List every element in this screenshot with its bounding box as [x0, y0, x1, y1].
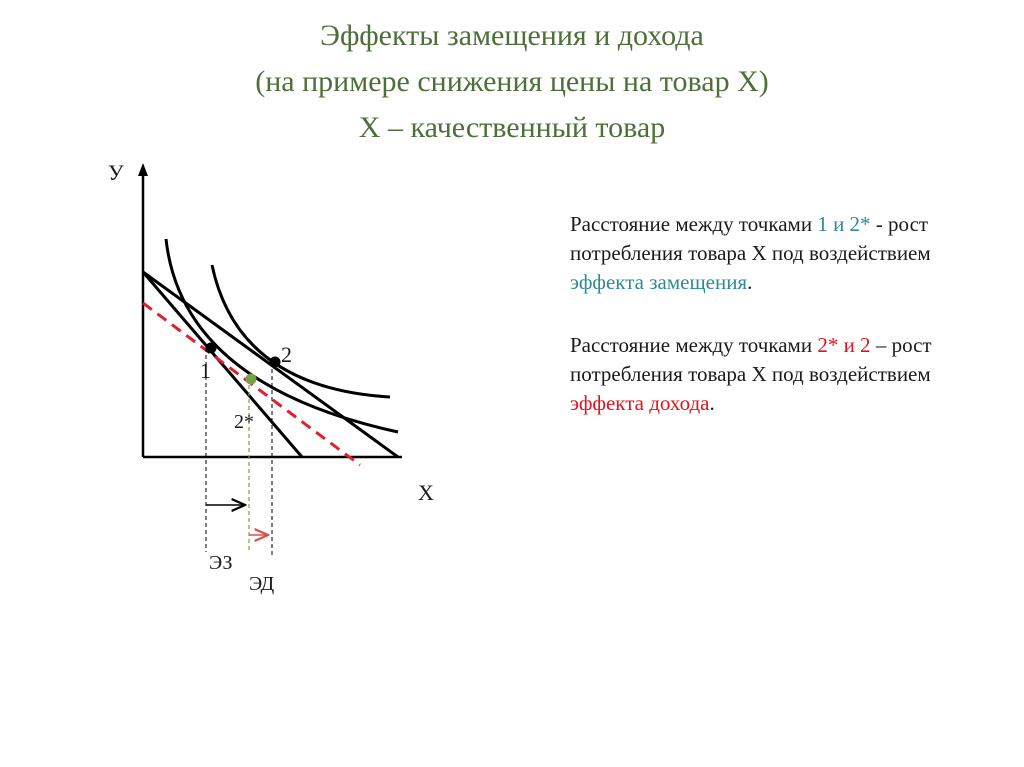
income-text-mid: – рост потребления товара X под воздействием	[570, 333, 932, 386]
y-axis-label: У	[108, 160, 124, 185]
x-axis-label: Х	[418, 480, 434, 505]
substitution-text-mid: - рост потребления товара X под воздействием	[570, 212, 931, 265]
y-axis-arrow-icon	[138, 163, 148, 176]
income-points: 2* и 2	[817, 333, 871, 357]
substitution-text-post: .	[747, 270, 753, 294]
point-2	[270, 357, 281, 368]
indifference-curve-2	[212, 265, 390, 397]
point-1-label: 1	[200, 358, 211, 383]
point-2star	[246, 374, 257, 385]
substitution-points: 1 и 2*	[817, 212, 871, 236]
substitution-effect-description	[570, 210, 980, 297]
income-text-post: .	[709, 391, 715, 415]
point-1	[206, 343, 217, 354]
income-effect-label: ЭД	[249, 573, 275, 595]
slide-title-line-3: X – качественный товар	[358, 111, 666, 144]
slide-title-line-2: (на примере снижения цены на товар X)	[255, 65, 769, 98]
substitution-text-pre: Расстояние между точками	[570, 212, 818, 236]
point-2-label: 2	[281, 342, 292, 367]
point-2star-label: 2*	[234, 411, 254, 433]
income-effect-description	[570, 331, 980, 418]
income-text-pre: Расстояние между точками	[570, 333, 818, 357]
income-effect-term: эффекта дохода	[570, 391, 710, 415]
substitution-effect-term: эффекта замещения	[570, 270, 748, 294]
indifference-curve-1	[166, 239, 398, 432]
substitution-effect-label: ЭЗ	[209, 552, 233, 574]
slide-title-line-1: Эффекты замещения и дохода	[320, 19, 704, 52]
